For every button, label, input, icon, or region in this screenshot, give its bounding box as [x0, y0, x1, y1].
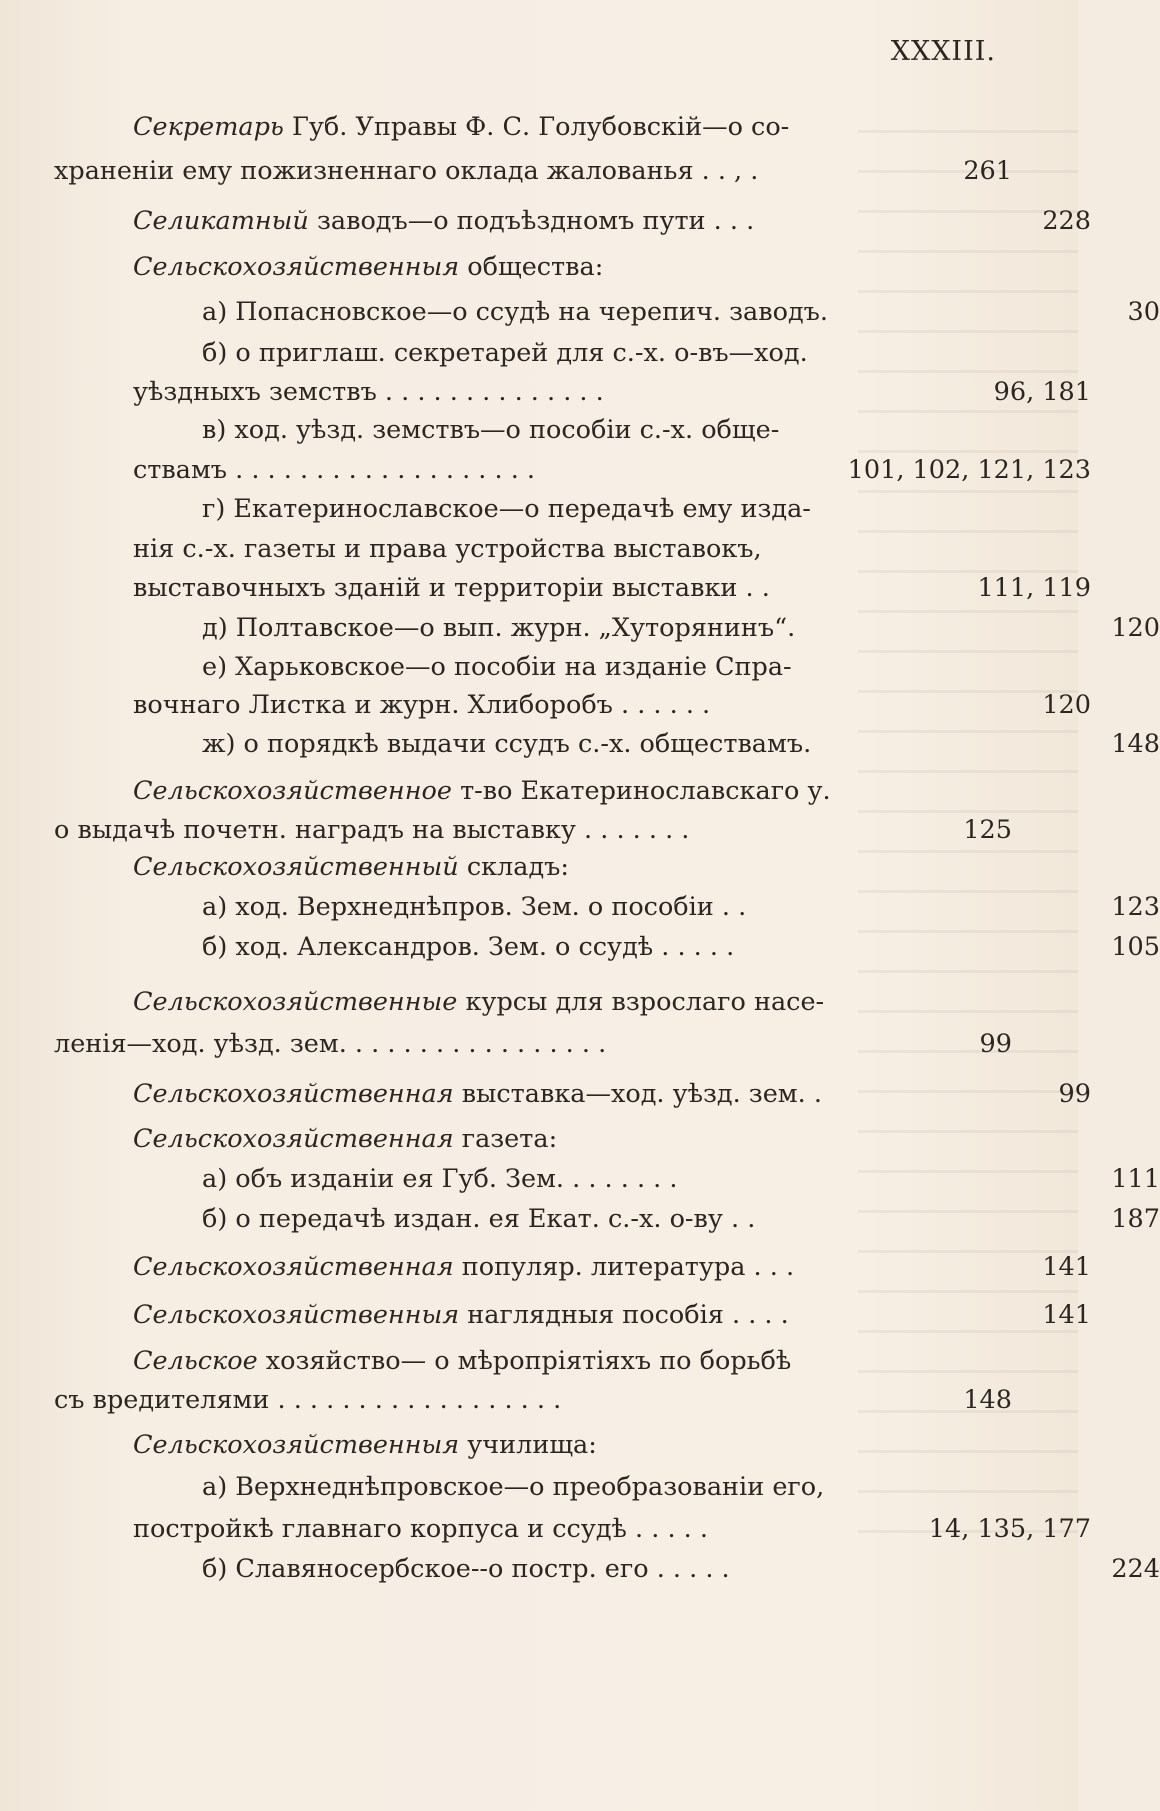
- index-subentry: б) ход. Александров. Зем. о ссудѣ . . . . . 105: [54, 928, 1160, 966]
- page-ref: 111: [1111, 1164, 1160, 1194]
- page-ref: 224: [1111, 1554, 1160, 1584]
- entry-keyword: Сельскохозяйственное: [133, 776, 452, 806]
- page-ref: 187: [1111, 1204, 1160, 1234]
- entry-keyword: Секретарь: [133, 112, 284, 142]
- index-subentry: в) ход. уѣзд. земствъ—о пособіи с.-х. обще-: [202, 415, 780, 445]
- page-ref: 141: [1042, 1300, 1091, 1330]
- page-ref: 14, 135, 177: [928, 1514, 1091, 1544]
- index-entry: Сельскохозяйственная выставка—ход. уѣзд. зем. . 99: [54, 1075, 1091, 1113]
- index-subentry: а) объ изданіи ея Губ. Зем. . . . . . . . 111: [54, 1160, 1160, 1198]
- page-number: XXXIII.: [890, 36, 996, 67]
- entry-keyword: Селикатный: [133, 206, 309, 236]
- index-subentry-continuation: нія с.-х. газеты и права устройства выставокъ,: [133, 534, 762, 564]
- index-entry: Секретарь Губ. Управы Ф. С. Голубовскій—о со-: [133, 112, 790, 142]
- index-subentry: ж) о порядкѣ выдачи ссудъ с.-х. обществамъ. 148: [54, 725, 1160, 763]
- index-entry: Сельскохозяйственные курсы для взрослаго насе-: [133, 987, 825, 1017]
- entry-keyword: Сельскохозяйственная: [133, 1124, 454, 1154]
- index-subentry: б) о передачѣ издан. ея Екат. с.-х. о-ву . . 187: [54, 1200, 1160, 1238]
- page-ref: 120: [1111, 613, 1160, 643]
- index-entry: Сельскохозяйственная газета:: [133, 1124, 558, 1154]
- index-subentry-continuation: вочнаго Листка и журн. Хлиборобъ . . . . . . 120: [54, 686, 1091, 724]
- entry-keyword: Сельскохозяйственныя: [133, 252, 460, 282]
- index-subentry: е) Харьковское—о пособіи на изданіе Спра-: [202, 652, 792, 682]
- index-subentry: д) Полтавское—о вып. журн. „Хуторянинъ“. 120: [54, 609, 1160, 647]
- entry-keyword: Сельскохозяйственные: [133, 987, 458, 1017]
- page-ref: 105: [1111, 932, 1160, 962]
- index-subentry-continuation: уѣздныхъ земствъ . . . . . . . . . . . . . . 96, 181: [54, 373, 1091, 411]
- index-entry: Сельскохозяйственная популяр. литература . . . 141: [54, 1248, 1091, 1286]
- index-entry: Сельское хозяйство— о мѣропріятіяхъ по борьбѣ: [133, 1346, 792, 1376]
- page-ref: 30: [1127, 297, 1160, 327]
- entry-keyword: Сельскохозяйственныя: [133, 1430, 460, 1460]
- page-ref: 148: [963, 1385, 1012, 1415]
- page-ref: 123: [1111, 892, 1160, 922]
- entry-keyword: Сельскохозяйственный: [133, 852, 459, 882]
- index-entry-continuation: храненіи ему пожизненнаго оклада жалованья . . , . 261: [54, 152, 1012, 190]
- page-ref: 228: [1042, 206, 1091, 236]
- entry-keyword: Сельскохозяйственныя: [133, 1300, 460, 1330]
- page-ref: 101, 102, 121, 123: [847, 455, 1091, 485]
- index-subentry: б) Славяносербское--о постр. его . . . . . 224: [54, 1550, 1160, 1588]
- entry-keyword: Сельское: [133, 1346, 258, 1376]
- index-entry: Сельскохозяйственное т-во Екатеринославскаго у.: [133, 776, 831, 806]
- page-ref: 99: [979, 1029, 1012, 1059]
- index-subentry: б) о приглаш. секретарей для с.-х. о-въ—ход.: [202, 338, 808, 368]
- page-ref: 111, 119: [977, 573, 1091, 603]
- entry-keyword: Сельскохозяйственная: [133, 1252, 454, 1282]
- page-ref: 148: [1111, 729, 1160, 759]
- index-subentry: а) ход. Верхнеднѣпров. Зем. о пособіи . . 123: [54, 888, 1160, 926]
- index-entry-continuation: о выдачѣ почетн. наградъ на выставку . . . . . . . 125: [54, 811, 1012, 849]
- index-entry: Сельскохозяйственный складъ:: [133, 852, 569, 882]
- page-ref: 96, 181: [993, 377, 1091, 407]
- index-subentry-continuation: постройкѣ главнаго корпуса и ссудѣ . . . . . 14, 135, 177: [54, 1510, 1091, 1548]
- index-subentry: г) Екатеринославское—о передачѣ ему изда-: [202, 494, 811, 524]
- index-subentry-continuation: выставочныхъ зданій и территоріи выставки . . 111, 119: [54, 569, 1091, 607]
- index-subentry: а) Верхнеднѣпровское—о преобразованіи его,: [202, 1472, 825, 1502]
- page-ref: 141: [1042, 1252, 1091, 1282]
- index-entry: Сельскохозяйственныя наглядныя пособія . . . . 141: [54, 1296, 1091, 1334]
- index-entry-continuation: съ вредителями . . . . . . . . . . . . . . . . . . 148: [54, 1381, 1012, 1419]
- index-subentry-continuation: ствамъ . . . . . . . . . . . . . . . . . . . 101, 102, 121, 123: [54, 451, 1091, 489]
- page-ref: 99: [1058, 1079, 1091, 1109]
- index-subentry: а) Попасновское—о ссудѣ на черепич. заводъ. 30: [54, 293, 1160, 331]
- index-entry-continuation: ленія—ход. уѣзд. зем. . . . . . . . . . . . . . . . . 99: [54, 1025, 1012, 1063]
- index-entry: Селикатный заводъ—о подъѣздномъ пути . . . 228: [54, 202, 1091, 240]
- index-entry: Сельскохозяйственныя училища:: [133, 1430, 597, 1460]
- page-ref: 261: [963, 156, 1012, 186]
- page-ref: 125: [963, 815, 1012, 845]
- index-entry: Сельскохозяйственныя общества:: [133, 252, 604, 282]
- entry-keyword: Сельскохозяйственная: [133, 1079, 454, 1109]
- page-ref: 120: [1042, 690, 1091, 720]
